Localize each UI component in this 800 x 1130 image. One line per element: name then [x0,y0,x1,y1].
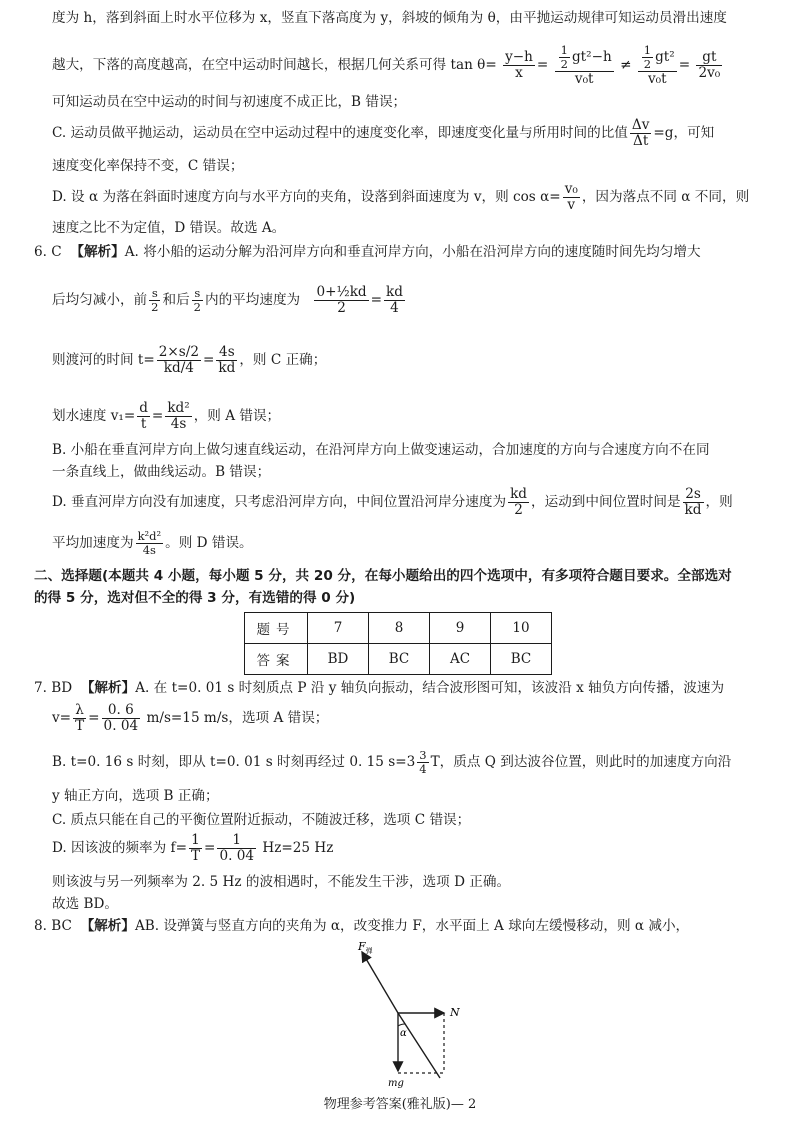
fraction: $\frac{\Delta v}{\Delta t}$ [631,117,650,149]
q7-line-5: C. 质点只能在自己的平衡位置附近振动，不随波迁移，选项 C 错误； [52,812,471,828]
q7-line-1: 7. BD 【解析】A. 在 t=0. 01 s 时刻质点 P 沿 y 轴负向振动，结合波形图可知，该波沿 x 轴负方向传播，波速为 [34,680,725,696]
q5-line-7: 速度之比不为定值，D 错误。故选 A。 [52,220,286,236]
q5-line-1: 度为 h，落到斜面上时水平位移为 x，竖直下落高度为 y，斜坡的倾角为 θ，由平抛运动规律可知运动员滑出速度 [52,10,727,26]
angle-arc [398,1024,405,1026]
table-row [245,613,552,644]
fraction: $\frac{gt}{\text{2v₀}}$ [698,49,721,81]
q7-line-3: B. t=0. 16 s 时刻，即从 t=0. 01 s 时刻再经过 0. 15 s=3 $\frac{3}{4}$ T，质点 Q 到达波谷位置，则此时的加速度方向沿 [52,748,732,776]
fraction: $\frac{\text{v₀}}{v}$ [564,181,578,213]
table-cell: 9 [430,613,491,644]
table-cell: BC [369,644,430,675]
gravity-label: mg [388,1078,404,1088]
q7-line-4: y 轴正方向，选项 B 正确； [52,788,219,804]
fraction: $\frac{3}{4}$ [419,748,427,776]
q5-line-3: 可知运动员在空中运动的时间与初速度不成正比，B 错误； [52,94,407,110]
section-title: 二、选择题(本题共 4 小题，每小题 5 分，共 20 分，在每小题给出的四个选项中，有多项符合题目要求。全部选对 [34,568,732,584]
spring-force-extension [398,1013,440,1078]
question-number: 7. BD [34,680,73,696]
spring-force-label: $F_弹$ [358,940,373,955]
spring-force-vector [362,952,398,1013]
fraction: $\frac{d}{t}$ [139,400,148,432]
q6-line-2: 后均匀减小，前 $\frac{s}{2}$ 和后 $\frac{s}{2}$ 内的平均速度为 $\frac{\text{0+½kd}}{2}$ = $\frac{kd}{4}$ [52,284,403,316]
q6-line-4: 划水速度 v₁= $\frac{d}{t}$ = $\frac{\text{kd²}}{4s}$ ，则 A 错误； [52,400,281,432]
force-diagram [340,938,490,1088]
fraction: $\frac{s}{2}$ [151,286,159,314]
analysis-tag: 【解析】 [80,680,136,696]
fraction: $\frac{\text{kd²}}{4s}$ [167,400,190,432]
answer-table [244,612,552,675]
fraction: $\frac{2s}{kd}$ [684,486,702,518]
fraction: $\frac{s}{2}$ [193,286,201,314]
q8-line-1: 8. BC 【解析】AB. 设弹簧与竖直方向的夹角为 α，改变推力 F，水平面上 A 球向左缓慢移动，则 α 减小， [34,918,690,934]
fraction: $\frac{kd}{2}$ [510,486,528,518]
page-footer: 物理参考答案(雅礼版)— 2 [323,1097,477,1112]
table-cell: BC [491,644,552,675]
analysis-tag: 【解析】 [80,918,135,934]
table-cell: 7 [308,613,369,644]
question-number: 8. BC [34,918,72,934]
table-cell: 10 [491,613,552,644]
fraction: $\frac{y-h}{x}$ [505,49,533,81]
analysis-tag: 【解析】 [70,244,125,260]
section-title-cont: 的得 5 分，选对但不全的得 3 分，有选错的得 0 分) [34,590,356,606]
table-row [245,644,552,675]
q5-line-4: C. 运动员做平抛运动，运动员在空中运动过程中的速度变化率，即速度变化量与所用时间的比值 $\frac{\Delta v}{\Delta t}$ =g，可知 [52,117,715,149]
fraction: $\frac{1}{2}$ gt²−h v₀t [555,44,614,87]
q5-line-5: 速度变化率保持不变，C 错误； [52,158,244,174]
table-cell: 8 [369,613,430,644]
fraction: $\frac{\lambda}{T}$ [75,702,85,734]
q7-line-7: 则该波与另一列频率为 2. 5 Hz 的波相遇时，不能发生干涉，选项 D 正确。 [52,874,511,890]
q7-line-8: 故选 BD。 [52,896,118,912]
q6-line-3: 则渡河的时间 t= $\frac{2\times s/2}{kd/4}$ = $\frac{4s}{kd}$ ，则 C 正确； [52,344,327,376]
q5-line-6: D. 设 α 为落在斜面时速度方向与水平方向的夹角，设落到斜面速度为 v，则 cos α= $\frac{\text{v₀}}{v}$ ，因为落点不同 α 不同，则 [52,181,750,213]
table-cell: BD [308,644,369,675]
fraction: $\frac{1}{T}$ [190,832,201,864]
table-cell: AC [430,644,491,675]
normal-force-label: N [450,1006,460,1019]
fraction: $\frac{\text{k²d²}}{4s}$ [137,529,162,557]
fraction: $\frac{kd}{4}$ [386,284,403,316]
question-number: 6. C [34,244,62,260]
q6-line-5: B. 小船在垂直河岸方向上做匀速直线运动，在沿河岸方向上做变速运动，合加速度的方向与合速度方向不在同 [52,442,710,458]
q7-line-2: v= $\frac{\lambda}{T}$ = $\frac{0. 6}{0. 04}$ m/s=15 m/s，选项 A 错误； [52,702,329,734]
q7-line-6: D. 因该波的频率为 f= $\frac{1}{T}$ = $\frac{1}{0. 04}$ Hz=25 Hz [52,832,334,864]
q6-line-8: 平均加速度为 $\frac{\text{k²d²}}{4s}$ 。则 D 错误。 [52,529,253,557]
alpha-label: α [400,1028,407,1039]
fraction: $\frac{0. 6}{0. 04}$ [103,702,139,734]
q6-line-7: D. 垂直河岸方向没有加速度，只考虑沿河岸方向，中间位置沿河岸分速度为 $\frac{kd}{2}$ ，运动到中间位置时间是 $\frac{2s}{kd}$ ，则 [52,486,733,518]
fraction: $\frac{\text{0+½kd}}{2}$ [316,284,367,316]
q6-line-6: 一条直线上，做曲线运动。B 错误； [52,464,271,480]
table-header-cell: 题号 [245,613,308,644]
fraction: $\frac{2\times s/2}{kd/4}$ [158,344,199,376]
q6-line-1: 6. C 【解析】A. 将小船的运动分解为沿河岸方向和垂直河岸方向，小船在沿河岸方向的速度随时间先均匀增大 [34,244,701,260]
table-header-cell: 答案 [245,644,308,675]
fraction: $\frac{4s}{kd}$ [218,344,236,376]
fraction: $\frac{1}{2}$ gt² v₀t [638,44,677,87]
fraction: $\frac{1}{0. 04}$ [219,832,255,864]
q5-line-2: 越大，下落的高度越高，在空中运动时间越长，根据几何关系可得 tan θ= $\frac{y-h}{x}$ = $\frac{1}{2}$ gt²−h v₀t ≠ $\frac{1}{2}$ gt² v₀t = $\frac{gt}{\text{2v₀}}$ [52,43,721,87]
